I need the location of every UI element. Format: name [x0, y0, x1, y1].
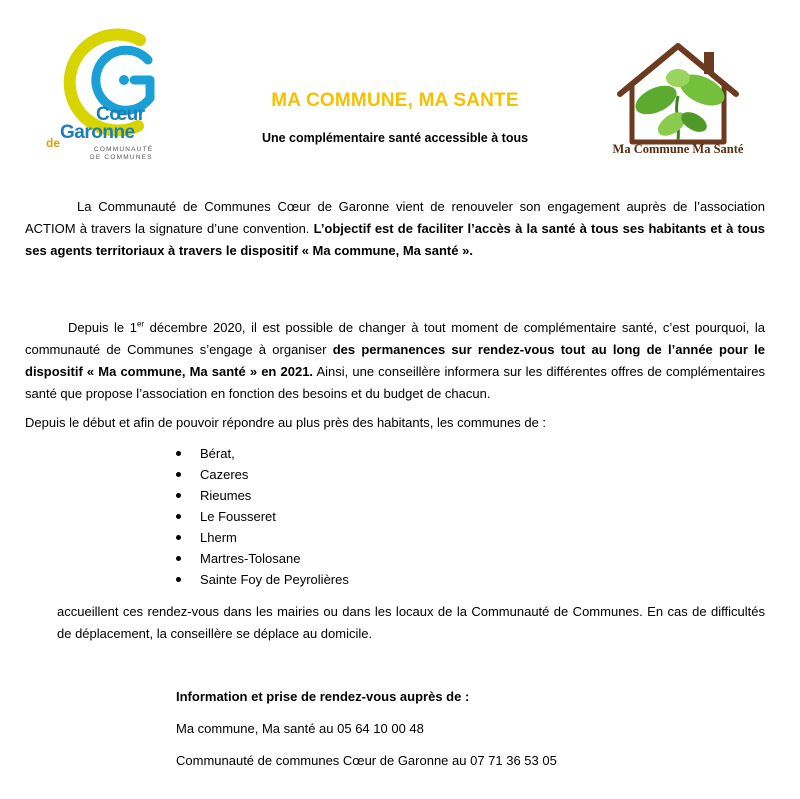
commune-name: Le Fousseret: [200, 509, 276, 524]
commune-name: Rieumes: [200, 488, 252, 503]
bullet-icon: [176, 535, 181, 540]
commune-name: Sainte Foy de Peyrolières: [200, 572, 349, 587]
bullet-icon: [176, 493, 181, 498]
list-item: [176, 527, 349, 548]
house-plant-icon: [598, 38, 758, 148]
permanences-bold-text: des permanences sur rendez-vous tout au long de l’année pour le dispositif « Ma commune, Ma santé » en 2021.: [25, 342, 765, 379]
commune-name: Cazeres: [200, 467, 249, 482]
permanences-text-c: Ainsi, une conseillère informera sur les différentes offres de complémentaires santé que propose l’association en fonction des besoins et du budget de chacun.: [25, 364, 765, 401]
logo-line-coeur: Cœur: [96, 104, 145, 125]
commune-name: Lherm: [200, 530, 237, 545]
coeur-de-garonne-logo: [40, 18, 180, 176]
list-item: [176, 485, 349, 506]
bullet-icon: [176, 472, 181, 477]
permanences-text-a: Depuis le 1: [68, 320, 137, 335]
info-phone-ma-commune: Ma commune, Ma santé au 05 64 10 00 48: [176, 721, 424, 736]
bullet-icon: [176, 577, 181, 582]
logo-line-communaute: COMMUNAUTÉ: [94, 146, 154, 153]
info-heading: Information et prise de rendez-vous auprès de :: [176, 689, 470, 704]
list-item: [176, 548, 349, 569]
commune-name: Martres-Tolosane: [200, 551, 301, 566]
paragraph-communes-intro: Depuis le début et afin de pouvoir répondre au plus près des habitants, les communes de :: [25, 415, 547, 430]
intro-text: La Communauté de Communes Cœur de Garonne vient de renouveler son engagement auprès de l’association ACTIOM à travers la signature d’une convention.: [25, 199, 765, 236]
paragraph-permanences: [25, 317, 765, 405]
list-item: [176, 443, 349, 464]
info-phone-communaute: Communauté de communes Cœur de Garonne au 07 71 36 53 05: [176, 753, 557, 768]
bullet-icon: [176, 451, 181, 456]
logo-line-garonne: Garonne: [60, 122, 135, 143]
logo-line-de-label: de: [46, 136, 61, 150]
bullet-icon: [176, 556, 181, 561]
page-title: MA COMMUNE, MA SANTE: [271, 90, 519, 111]
bullet-icon: [176, 514, 181, 519]
list-item: [176, 464, 349, 485]
ma-commune-ma-sante-logo: [598, 38, 758, 163]
intro-bold-text: L’objectif est de faciliter l’accès à la santé à tous ses habitants et à tous ses agents territoriaux à travers le dispositif « Ma commune, Ma santé ».: [25, 221, 765, 258]
logo-caption: Ma Commune Ma Santé: [612, 142, 744, 156]
page-subtitle: Une complémentaire santé accessible à tous: [261, 131, 529, 145]
list-item: [176, 506, 349, 527]
permanences-superscript: er: [136, 319, 145, 329]
logo-line-de-communes: DE COMMUNES: [90, 154, 153, 161]
commune-name: Bérat,: [200, 446, 235, 461]
paragraph-intro: [25, 196, 765, 262]
list-item: [176, 569, 349, 590]
permanences-text-b: décembre 2020, il est possible de changer à tout moment de complémentaire santé, c’est pourquoi, la communauté de Communes s’engage à organiser: [25, 320, 765, 357]
communes-list: [176, 443, 349, 590]
paragraph-accueil: accueillent ces rendez-vous dans les mairies ou dans les locaux de la Communauté de Communes. En cas de difficultés de déplacement, la conseillère se déplace au domicile.: [57, 604, 765, 641]
